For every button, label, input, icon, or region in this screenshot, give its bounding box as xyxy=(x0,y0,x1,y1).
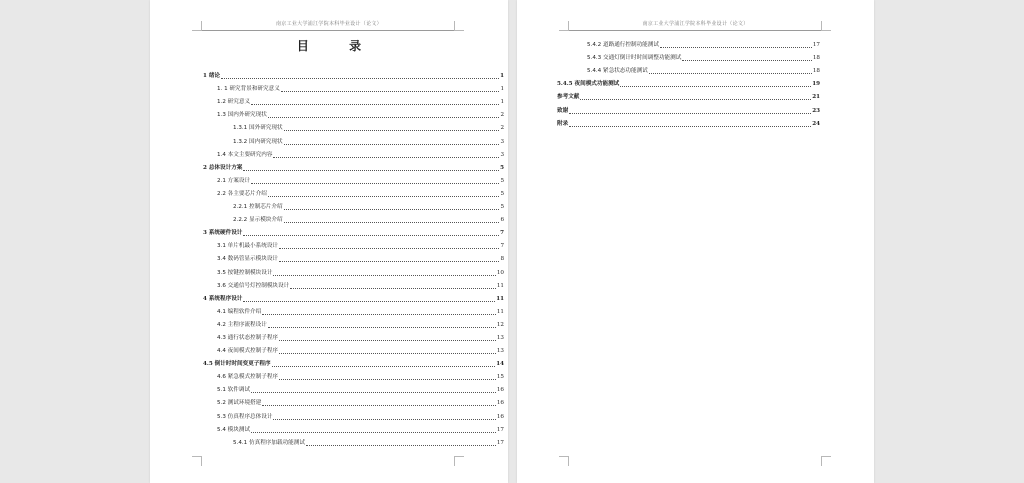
toc-dot-leader xyxy=(290,288,496,289)
toc-entry-page-number: 17 xyxy=(496,439,504,446)
crop-mark-bottom-left xyxy=(192,456,202,466)
toc-entry-title: 5.4 模块测试 xyxy=(217,426,251,433)
toc-entry-page-number: 17 xyxy=(496,426,504,433)
toc-entry-page-number: 7 xyxy=(500,243,504,250)
header-rule xyxy=(567,30,825,31)
toc-entry-title: 4.1 编程软件介绍 xyxy=(217,308,262,315)
toc-dot-leader xyxy=(284,222,500,223)
toc-entry-title: 1.3 国内外研究现状 xyxy=(217,112,267,119)
toc-entry-page-number: 5 xyxy=(500,164,504,171)
document-page-2 xyxy=(517,0,874,483)
toc-entry[interactable] xyxy=(557,116,820,129)
toc-dot-leader xyxy=(251,392,496,393)
toc-entry-title: 4.3 通行状态控制子程序 xyxy=(217,334,279,341)
toc-entry-title: 1.4 本文主要研究内容 xyxy=(217,151,273,158)
toc-entry-title: 4.5 倒计时时间变更子程序 xyxy=(203,361,271,368)
toc-entry[interactable] xyxy=(557,102,820,115)
toc-dot-leader xyxy=(262,405,496,406)
toc-entry-page-number: 2 xyxy=(500,112,504,119)
toc-dot-leader xyxy=(251,432,496,433)
toc-dot-leader xyxy=(262,314,496,315)
toc-dot-leader xyxy=(682,60,812,61)
toc-entry[interactable] xyxy=(203,81,504,94)
toc-entry[interactable] xyxy=(203,212,504,225)
toc-entry-page-number: 16 xyxy=(496,413,504,420)
toc-dot-leader xyxy=(243,301,495,302)
toc-entry[interactable] xyxy=(203,369,504,382)
crop-mark-top-left xyxy=(192,21,202,31)
toc-entry-page-number: 3 xyxy=(500,151,504,158)
toc-entry[interactable] xyxy=(203,408,504,421)
toc-entry-title: 1.2 研究意义 xyxy=(217,99,251,106)
toc-entry-title: 2.1 方案设计 xyxy=(217,177,251,184)
toc-entry[interactable] xyxy=(203,304,504,317)
toc-dot-leader xyxy=(251,104,499,105)
toc-dot-leader xyxy=(279,248,499,249)
toc-dot-leader xyxy=(281,91,500,92)
toc-entry-title: 附录 xyxy=(557,120,569,127)
toc-entry-title: 5.4.1 仿真程序加载功能测试 xyxy=(233,439,305,446)
crop-mark-top-right xyxy=(454,21,464,31)
toc-entry-title: 5.4.4 紧急状态功能测试 xyxy=(587,68,648,75)
toc-dot-leader xyxy=(268,327,496,328)
toc-entry-title: 5.2 测试环境搭建 xyxy=(217,400,262,407)
toc-entry-title: 4 系统程序设计 xyxy=(203,295,243,302)
toc-entry-title: 2.2.2 显示模块介绍 xyxy=(233,217,283,224)
toc-entry[interactable] xyxy=(203,395,504,408)
crop-mark-bottom-left xyxy=(559,456,569,466)
toc-entry[interactable] xyxy=(557,89,820,102)
toc-dot-leader xyxy=(649,73,812,74)
toc-entry-page-number: 1 xyxy=(500,86,504,93)
toc-entry-page-number: 14 xyxy=(496,361,504,368)
toc-entry[interactable] xyxy=(203,160,504,173)
toc-dot-leader xyxy=(273,157,499,158)
toc-entry-title: 3.1 单片机最小系统设计 xyxy=(217,243,279,250)
toc-list-page-1 xyxy=(203,68,504,448)
toc-entry-title: 5.3 仿真程序总体设计 xyxy=(217,413,273,420)
toc-entry-title: 5.4.5 夜间模式功能测试 xyxy=(557,81,620,88)
toc-entry-title: 2.2.1 控制芯片介绍 xyxy=(233,204,283,211)
toc-entry-page-number: 12 xyxy=(496,321,504,328)
toc-dot-leader xyxy=(221,78,499,79)
toc-entry-title: 3.6 交通信号灯控制模块设计 xyxy=(217,282,290,289)
toc-dot-leader xyxy=(268,117,500,118)
toc-entry-page-number: 24 xyxy=(812,120,820,127)
toc-entry[interactable] xyxy=(203,173,504,186)
toc-dot-leader xyxy=(273,419,495,420)
toc-dot-leader xyxy=(272,366,496,367)
toc-entry[interactable] xyxy=(203,147,504,160)
toc-dot-leader xyxy=(251,183,499,184)
toc-entry[interactable] xyxy=(203,120,504,133)
toc-entry-page-number: 15 xyxy=(496,374,504,381)
crop-mark-bottom-right xyxy=(454,456,464,466)
toc-entry-title: 4.4 夜间模式控制子程序 xyxy=(217,348,279,355)
toc-dot-leader xyxy=(284,209,500,210)
toc-entry[interactable] xyxy=(203,422,504,435)
toc-entry[interactable] xyxy=(203,68,504,81)
toc-entry-page-number: 7 xyxy=(500,230,504,237)
toc-entry-page-number: 21 xyxy=(812,94,820,101)
toc-dot-leader xyxy=(279,261,499,262)
toc-list-page-2 xyxy=(557,37,820,129)
toc-entry-title: 2.2 各主要芯片介绍 xyxy=(217,190,267,197)
toc-entry-page-number: 17 xyxy=(812,42,820,49)
toc-entry-title: 1.3.2 国内研究现状 xyxy=(233,138,283,145)
crop-mark-top-right xyxy=(821,21,831,31)
toc-entry-title: 4.2 主程序流程设计 xyxy=(217,321,267,328)
toc-dot-leader xyxy=(620,86,811,87)
toc-entry-page-number: 16 xyxy=(496,400,504,407)
toc-entry[interactable] xyxy=(203,382,504,395)
toc-entry[interactable] xyxy=(203,225,504,238)
toc-entry[interactable] xyxy=(203,291,504,304)
toc-entry-title: 致谢 xyxy=(557,107,569,114)
toc-dot-leader xyxy=(243,235,499,236)
toc-entry[interactable] xyxy=(203,186,504,199)
header-rule xyxy=(200,30,458,31)
toc-entry-title: 3.4 数码管显示模块设计 xyxy=(217,256,279,263)
toc-dot-leader xyxy=(273,275,495,276)
toc-dot-leader xyxy=(243,170,499,171)
toc-entry-page-number: 1 xyxy=(500,73,504,80)
toc-entry-page-number: 10 xyxy=(496,269,504,276)
toc-entry[interactable] xyxy=(557,50,820,63)
toc-entry[interactable] xyxy=(203,107,504,120)
toc-dot-leader xyxy=(279,340,496,341)
toc-entry[interactable] xyxy=(557,76,820,89)
toc-dot-leader xyxy=(279,353,496,354)
toc-entry[interactable] xyxy=(203,199,504,212)
toc-entry-title: 参考文献 xyxy=(557,94,580,101)
toc-entry-title: 4.6 紧急模式控制子程序 xyxy=(217,374,279,381)
toc-dot-leader xyxy=(284,144,500,145)
toc-entry[interactable] xyxy=(203,278,504,291)
toc-entry-title: 1. 1 研究背景和研究意义 xyxy=(217,86,280,93)
toc-dot-leader xyxy=(569,126,811,127)
document-page-1 xyxy=(150,0,508,483)
toc-dot-leader xyxy=(306,445,496,446)
toc-entry-title: 5.4.2 道路通行控制功能测试 xyxy=(587,42,659,49)
toc-entry-page-number: 8 xyxy=(500,256,504,263)
toc-title: 目 录 xyxy=(296,39,380,53)
toc-dot-leader xyxy=(660,47,812,48)
toc-entry[interactable] xyxy=(557,63,820,76)
page-header: 南京工业大学浦江学院本科毕业设计（论文） xyxy=(642,21,749,27)
toc-entry[interactable] xyxy=(203,133,504,146)
toc-entry[interactable] xyxy=(203,356,504,369)
toc-entry[interactable] xyxy=(203,317,504,330)
toc-entry-page-number: 5 xyxy=(500,204,504,211)
toc-entry-page-number: 3 xyxy=(500,138,504,145)
toc-entry[interactable] xyxy=(203,343,504,356)
toc-dot-leader xyxy=(284,130,500,131)
toc-dot-leader xyxy=(580,99,811,100)
page-header: 南京工业大学浦江学院本科毕业设计（论文） xyxy=(275,21,382,27)
toc-entry-title: 5.4.3 交通灯倒计时时间调整功能测试 xyxy=(587,55,682,62)
toc-entry-title: 5.1 软件调试 xyxy=(217,387,251,394)
toc-entry[interactable] xyxy=(203,435,504,448)
toc-entry-page-number: 5 xyxy=(500,190,504,197)
toc-entry-page-number: 13 xyxy=(496,334,504,341)
toc-dot-leader xyxy=(569,113,811,114)
toc-dot-leader xyxy=(279,379,496,380)
toc-entry[interactable] xyxy=(203,238,504,251)
toc-entry[interactable] xyxy=(557,37,820,50)
toc-entry[interactable] xyxy=(203,94,504,107)
toc-entry[interactable] xyxy=(203,251,504,264)
toc-entry-page-number: 18 xyxy=(812,55,820,62)
toc-entry-page-number: 11 xyxy=(496,282,504,289)
toc-entry-title: 3 系统硬件设计 xyxy=(203,230,243,237)
toc-entry-page-number: 5 xyxy=(500,177,504,184)
toc-entry-page-number: 18 xyxy=(812,68,820,75)
toc-entry-page-number: 23 xyxy=(812,107,820,114)
toc-entry-title: 3.5 按键控制模块设计 xyxy=(217,269,273,276)
crop-mark-top-left xyxy=(559,21,569,31)
toc-entry[interactable] xyxy=(203,330,504,343)
toc-dot-leader xyxy=(268,196,500,197)
toc-entry-page-number: 11 xyxy=(496,308,504,315)
toc-entry[interactable] xyxy=(203,264,504,277)
toc-entry-page-number: 16 xyxy=(496,387,504,394)
toc-entry-title: 1.3.1 国外研究现状 xyxy=(233,125,283,132)
toc-entry-page-number: 1 xyxy=(500,99,504,106)
toc-entry-page-number: 13 xyxy=(496,348,504,355)
toc-entry-page-number: 11 xyxy=(496,295,504,302)
toc-entry-page-number: 2 xyxy=(500,125,504,132)
toc-entry-page-number: 6 xyxy=(500,217,504,224)
crop-mark-bottom-right xyxy=(821,456,831,466)
toc-entry-title: 2 总体设计方案 xyxy=(203,164,243,171)
toc-entry-title: 1 绪论 xyxy=(203,73,221,80)
toc-entry-page-number: 19 xyxy=(812,81,820,88)
